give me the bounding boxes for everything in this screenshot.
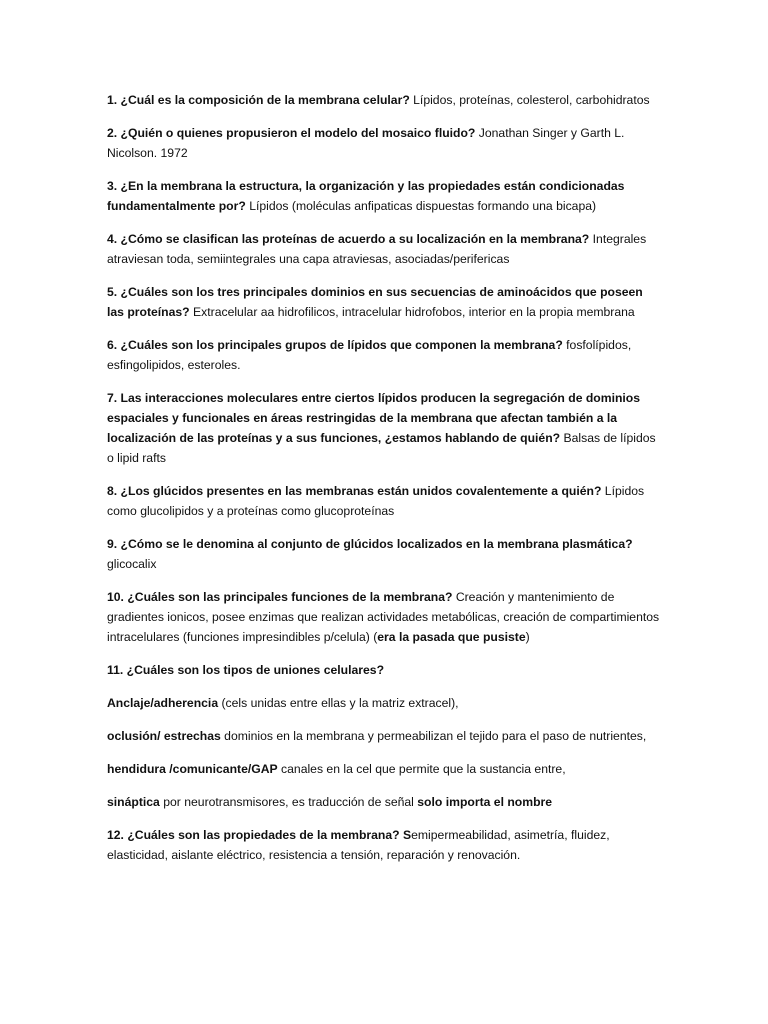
question-4 [107, 229, 663, 269]
question-text: 4. ¿Cómo se clasifican las proteínas de acuerdo a su localización en la membrana? [107, 232, 590, 246]
term-text: sináptica [107, 795, 160, 809]
question-text: 10. ¿Cuáles son las principales funciones de la membrana? [107, 590, 453, 604]
question-3 [107, 176, 663, 216]
junction-anclaje [107, 693, 663, 713]
question-text: 5. ¿Cuáles son los tres principales dominios en sus secuencias de aminoácidos que poseen las proteínas? [107, 285, 643, 319]
question-text: 7. Las interacciones moleculares entre ciertos lípidos producen la segregación de dominios espaciales y funcionales en áreas restringidas de la membrana que afectan también a la localización de las proteínas y a sus funciones, ¿estamos hablando de quién? [107, 391, 641, 445]
bold-note: era la pasada que pusiste [377, 630, 526, 644]
answer-text: Creación y mantenimiento de gradientes ionicos, posee enzimas que realizan actividades metabólicas, creación de compartimientos intracelulares (funciones impresindibles p/celula) ( [107, 590, 660, 644]
question-7 [107, 388, 663, 468]
answer-text: Extracelular aa hidrofilicos, intracelular hidrofobos, interior en la propia membrana [189, 305, 635, 319]
question-text: 2. ¿Quién o quienes propusieron el modelo del mosaico fluido? [107, 126, 476, 140]
junction-sinaptica [107, 792, 663, 812]
closing-paren: ) [525, 630, 530, 644]
question-6 [107, 335, 663, 375]
answer-text: Lípidos como glucolipidos y a proteínas como glucoproteínas [107, 484, 645, 518]
definition-text: dominios en la membrana y permeabilizan el tejido para el paso de nutrientes, [220, 729, 647, 743]
question-12 [107, 825, 663, 865]
definition-text: por neurotransmisores, es traducción de señal [159, 795, 418, 809]
definition-text: (cels unidas entre ellas y la matriz extracel), [218, 696, 459, 710]
junction-oclusion [107, 726, 663, 746]
question-8 [107, 481, 663, 521]
answer-text: fosfolípidos, esfingolipidos, esteroles. [107, 338, 632, 372]
question-text: 9. ¿Cómo se le denomina al conjunto de glúcidos localizados en la membrana plasmática? [107, 537, 633, 551]
question-text: 11. ¿Cuáles son los tipos de uniones celulares? [107, 663, 385, 677]
question-text: 6. ¿Cuáles son los principales grupos de lípidos que componen la membrana? [107, 338, 563, 352]
term-text: Anclaje/adherencia [107, 696, 219, 710]
term-text: oclusión/ estrechas [107, 729, 221, 743]
question-11 [107, 660, 663, 680]
question-9 [107, 534, 663, 574]
junction-hendidura [107, 759, 663, 779]
question-5 [107, 282, 663, 322]
question-text: 8. ¿Los glúcidos presentes en las membranas están unidos covalentemente a quién? [107, 484, 602, 498]
definition-text: canales en la cel que permite que la sustancia entre, [277, 762, 566, 776]
answer-text: Lípidos (moléculas anfipaticas dispuestas formando una bicapa) [245, 199, 597, 213]
answer-text: Jonathan Singer y Garth L. Nicolson. 1972 [107, 126, 625, 160]
question-text: 1. ¿Cuál es la composición de la membrana celular? [107, 93, 410, 107]
question-1 [107, 90, 663, 110]
term-text: hendidura /comunicante/GAP [107, 762, 278, 776]
question-text: 12. ¿Cuáles son las propiedades de la membrana? S [107, 828, 412, 842]
answer-text: Integrales atraviesan toda, semiintegrales una capa atraviesas, asociadas/perifericas [107, 232, 647, 266]
answer-text: glicocalix [107, 557, 157, 571]
answer-text: Lípidos, proteínas, colesterol, carbohidratos [409, 93, 650, 107]
question-10 [107, 587, 663, 647]
document-body [107, 90, 663, 878]
answer-text: emipermeabilidad, asimetría, fluidez, elasticidad, aislante eléctrico, resistencia a tensión, reparación y renovación. [107, 828, 610, 862]
question-text: 3. ¿En la membrana la estructura, la organización y las propiedades están condicionadas fundamentalmente por? [107, 179, 625, 213]
question-2 [107, 123, 663, 163]
answer-text: Balsas de lípidos o lipid rafts [107, 431, 656, 465]
bold-note: solo importa el nombre [417, 795, 553, 809]
